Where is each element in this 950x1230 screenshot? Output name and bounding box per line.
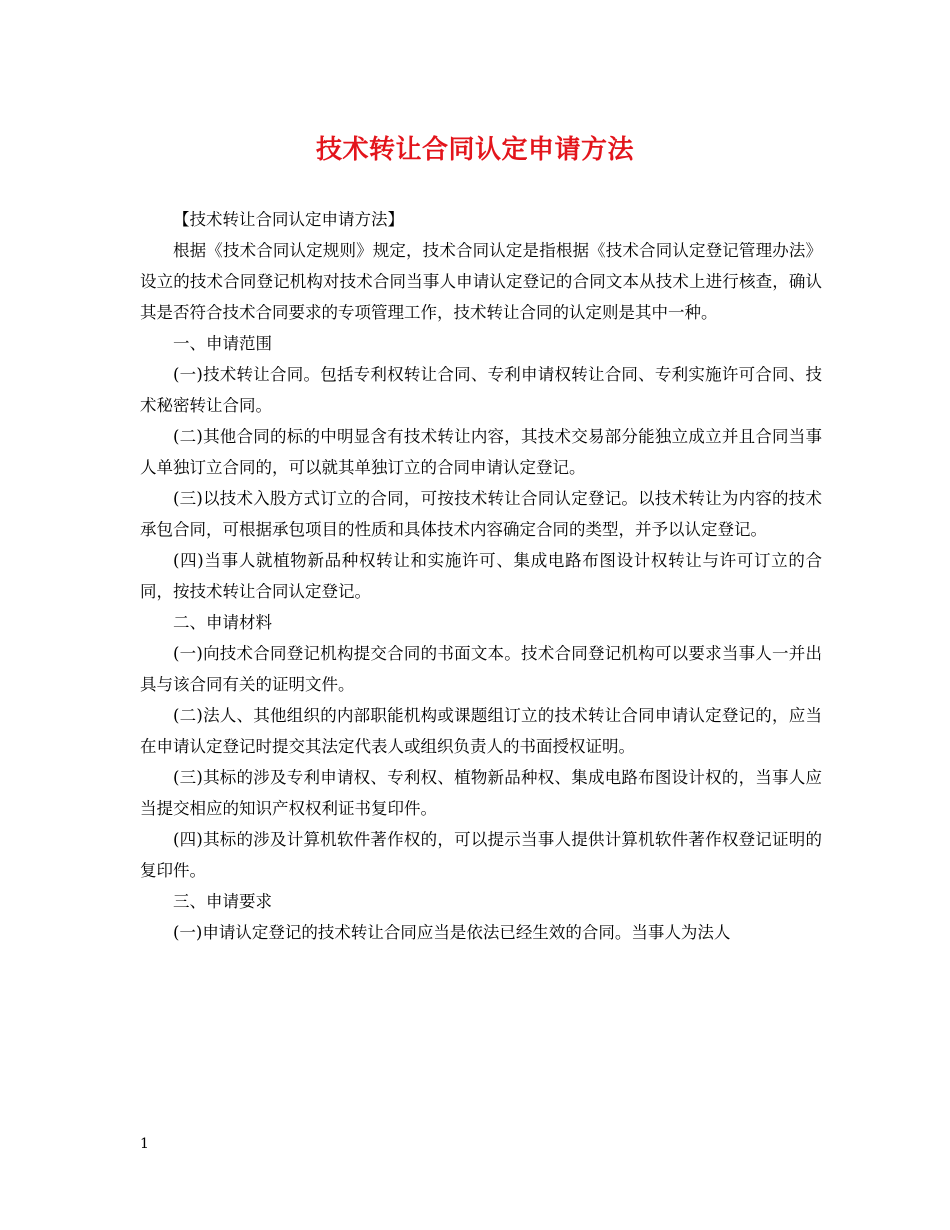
- body-paragraph-heading: 【技术转让合同认定申请方法】: [173, 210, 404, 229]
- document-body: [140, 204, 822, 948]
- page-number: 1: [140, 1136, 149, 1152]
- body-paragraph: (二)其他合同的标的中明显含有技术转让内容，其技术交易部分能独立成立并且合同当事人单独订立合同的，可以就其单独订立的合同申请认定登记。: [140, 427, 822, 477]
- body-paragraph: (一)技术转让合同。包括专利权转让合同、专利申请权转让合同、专利实施许可合同、技术秘密转让合同。: [140, 365, 822, 415]
- section-heading-scope: 一、申请范围: [173, 334, 272, 353]
- body-paragraph: (四)其标的涉及计算机软件著作权的，可以提示当事人提供计算机软件著作权登记证明的复印件。: [140, 830, 822, 880]
- body-paragraph: (三)其标的涉及专利申请权、专利权、植物新品种权、集成电路布图设计权的，当事人应当提交相应的知识产权权利证书复印件。: [140, 768, 822, 818]
- section-heading-materials: 二、申请材料: [173, 613, 272, 632]
- body-paragraph: (一)向技术合同登记机构提交合同的书面文本。技术合同登记机构可以要求当事人一并出具与该合同有关的证明文件。: [140, 644, 822, 694]
- body-paragraph: (一)申请认定登记的技术转让合同应当是依法已经生效的合同。当事人为法人: [173, 923, 731, 942]
- document-title: 技术转让合同认定申请方法: [315, 135, 634, 165]
- body-paragraph: (三)以技术入股方式订立的合同，可按技术转让合同认定登记。以技术转让为内容的技术承包合同，可根据承包项目的性质和具体技术内容确定合同的类型，并予以认定登记。: [140, 489, 822, 539]
- body-paragraph: (四)当事人就植物新品种权转让和实施许可、集成电路布图设计权转让与许可订立的合同，按技术转让合同认定登记。: [140, 551, 822, 601]
- body-paragraph: 根据《技术合同认定规则》规定，技术合同认定是指根据《技术合同认定登记管理办法》设立的技术合同登记机构对技术合同当事人申请认定登记的合同文本从技术上进行核查，确认其是否符合技术合同要求的专项管理工作，技术转让合同的认定则是其中一种。: [140, 241, 822, 322]
- section-heading-requirements: 三、申请要求: [173, 892, 272, 911]
- body-paragraph: (二)法人、其他组织的内部职能机构或课题组订立的技术转让合同申请认定登记的，应当在申请认定登记时提交其法定代表人或组织负责人的书面授权证明。: [140, 706, 822, 756]
